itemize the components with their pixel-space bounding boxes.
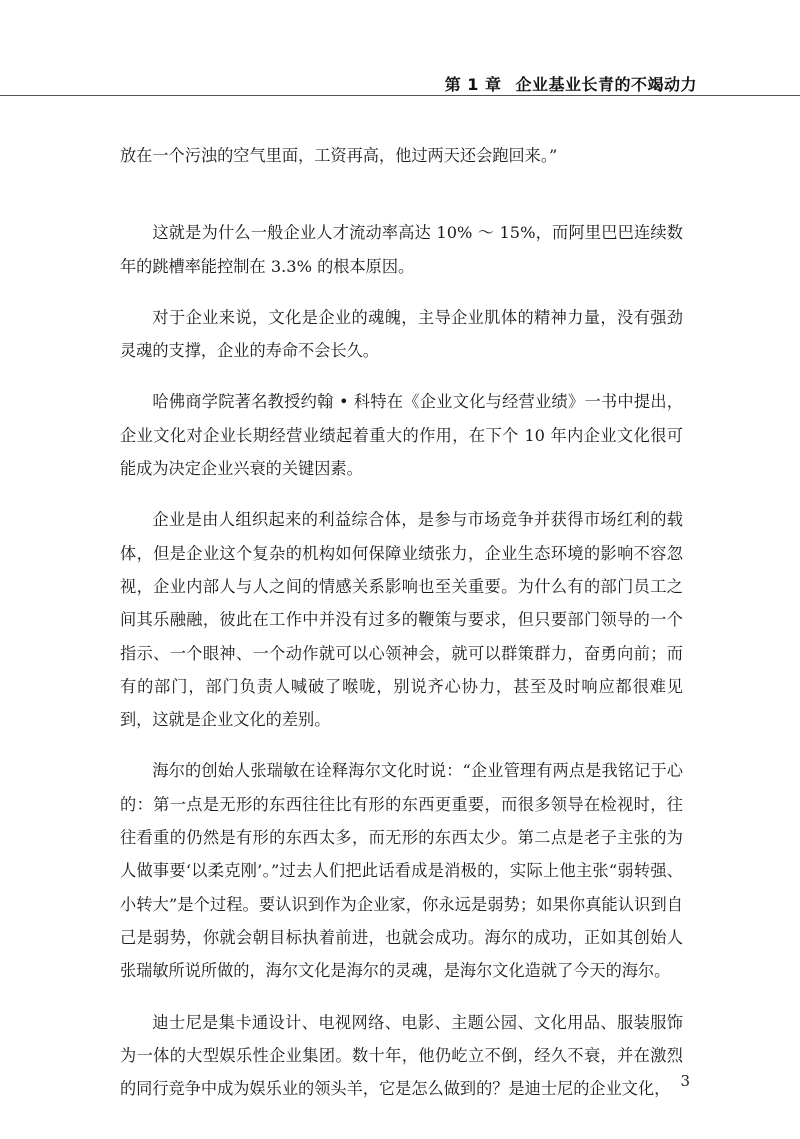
paragraph: 海尔的创始人张瑞敏在诠释海尔文化时说：“企业管理有两点是我铭记于心的：第一点是无形的东西往往比有形的东西更重要，而很多领导在检视时，往往看重的仍然是有形的东西太多，而无形的东西太少。第二点是老子主张的为人做事要‘以柔克刚’。”过去人们把此话看成是消极的，实际上他主张“弱转强、小转大”是个过程。要认识到作为企业家，你永远是弱势；如果你真能认识到自己是弱势，你就会朝目标执着前进，也就会成功。海尔的成功，正如其创始人张瑞敏所说所做的，海尔文化是海尔的灵魂，是海尔文化造就了今天的海尔。: [120, 761, 683, 981]
chapter-title: 企业基业长青的不竭动力: [515, 75, 697, 94]
header-rule: [0, 95, 800, 96]
running-header: [445, 72, 697, 95]
page-number: 3: [680, 1072, 690, 1090]
paragraph: 哈佛商学院著名教授约翰 • 科特在《企业文化与经营业绩》一书中提出，企业文化对企业长期经营业绩起着重大的作用，在下个 10 年内企业文化很可能成为决定企业兴衰的关键因素。: [120, 392, 683, 479]
paragraph-continuation: 放在一个污浊的空气里面，工资再高，他过两天还会跑回来。”: [120, 146, 558, 165]
paragraph: 企业是由人组织起来的利益综合体，是参与市场竞争并获得市场红利的载体，但是企业这个复杂的机构如何保障业绩张力，企业生态环境的影响不容忽视，企业内部人与人之间的情感关系影响也至关重要。为什么有的部门员工之间其乐融融，彼此在工作中并没有过多的鞭策与要求，但只要部门领导的一个指示、一个眼神、一个动作就可以心领神会，就可以群策群力，奋勇向前；而有的部门，部门负责人喊破了喉咙，别说齐心协力，甚至及时响应都很难见到，这就是企业文化的差别。: [120, 510, 683, 730]
paragraph: 对于企业来说，文化是企业的魂魄，主导企业肌体的精神力量，没有强劲灵魂的支撑，企业的寿命不会长久。: [120, 307, 683, 361]
paragraph: 迪士尼是集卡通设计、电视网络、电影、主题公园、文化用品、服装服饰为一体的大型娱乐性企业集团。数十年，他仍屹立不倒，经久不衰，并在激烈的同行竞争中成为娱乐业的领头羊，它是怎么做到的？是迪士尼的企业文化，: [120, 1012, 683, 1099]
body-text: [120, 139, 683, 1105]
chapter-number: 第 1 章: [444, 75, 502, 94]
paragraph: 这就是为什么一般企业人才流动率高达 10% ～ 15%，而阿里巴巴连续数年的跳槽率能控制在 3.3% 的根本原因。: [120, 223, 683, 276]
